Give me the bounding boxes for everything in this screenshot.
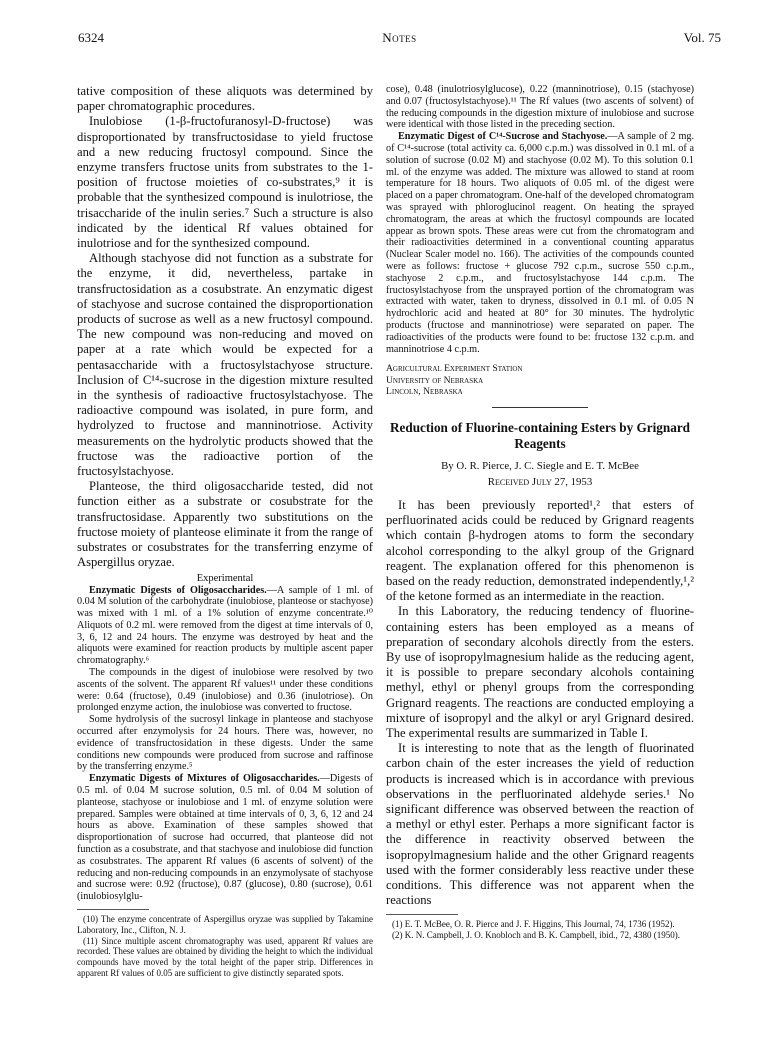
experimental-paragraph bbox=[77, 585, 373, 668]
footnotes bbox=[77, 914, 373, 979]
footnote-divider bbox=[77, 909, 149, 910]
footnote-10: (10) The enzyme concentrate of Aspergillus oryzae was supplied by Takamine Laboratory, Inc., Clifton, N. J. bbox=[77, 914, 373, 935]
affiliation-line: Agricultural Experiment Station bbox=[386, 363, 523, 375]
affiliation-line: University of Nebraska bbox=[386, 374, 484, 386]
run-in-heading: Enzymatic Digests of Oligosaccharides. bbox=[89, 584, 267, 596]
paragraph: Although stachyose did not function as a substrate for the enzyme, it did, nevertheless, partake in transfructosidation as a cosubstrate. An enzymatic digest of stachyose and sucrose contained the disproportionation products of sucrose as well as a new fructosyl compound. The new compound was non-reducing and moved on paper at a rate which would be expected for a pentasaccharide with a fructosylstachyose structure. Inclusion of C¹⁴-sucrose in the digestion mixture resulted in the synthesis of radioactive fructosylstachyose. The radioactive compound was isolated, in pure form, and hydrolyzed to fructose and manninotriose. Activity measurements on the hydrolytic products showed that the fructose was the radioactive portion of the fructosylstachyose. bbox=[77, 251, 373, 479]
experimental-paragraph: Some hydrolysis of the sucrosyl linkage in planteose and stachyose occurred after enzymolysis for 24 hours. There was, however, no evidence of transfructosidation in these digests. Under the same conditions new compounds were produced from sucrose and raffinose by the transferring enzyme.⁵ bbox=[77, 714, 373, 773]
page-number: 6324 bbox=[78, 30, 104, 45]
left-column bbox=[77, 84, 373, 979]
paragraph: Planteose, the third oligosaccharide tested, did not function either as a substrate or cosubstrate for the transfructosidase. Apparently two substitutions on the fructose moiety of planteose eliminate it from the range of substrates or cosubstrates for the transferring enzyme of Aspergillus oryzae. bbox=[77, 479, 373, 570]
paragraph-text: —A sample of 2 mg. of C¹⁴-sucrose (total activity ca. 6,000 c.p.m.) was dissolved in 0.1 ml. of a solution of sucrose (0.02 M) and stachyose (0.02 M). To this solution 0.1 ml. of the enzyme was added. The mixture was allowed to stand at room temperature for 18 hours. Two aliquots of 0.05 ml. of the digest were placed on a paper chromatogram. One-half of the developed chromatogram was sprayed with phloroglucinol reagent. On heating the sprayed chromatogram, the areas at which the fructosyl compounds are located appear as brown spots. These areas were cut from the chromatogram and their radioactivities determined in a conventional counting apparatus (Nuclear Scaler model no. 166). The activities of the compounds counted were as follows: fructose + glucose 792 c.p.m., sucrose 550 c.p.m., stachyose 2 c.p.m., and fructosylstachyose 144 c.p.m. The fructosylstachyose from the unsprayed portion of the chromatogram was extracted with water, taken to dryness, dissolved in 0.1 ml. of 0.05 N hydrochloric acid and heated at 80° for 30 minutes. The hydrolytic products (fructose and manninotriose) were separated on paper. The radioactivities of the products were found to be: fructose 132 c.p.m. and manninotriose 4 c.p.m. bbox=[386, 131, 695, 355]
paragraph-text: —Digests of 0.5 ml. of 0.04 M sucrose solution, 0.5 ml. of 0.04 M solution of planteose, stachyose or inulobiose and 1 ml. of enzyme solution were prepared. Samples were obtained at time intervals of 0, 3, 6, 12 and 24 hours as above. Examination of these samples showed that disproportionation of sucrose had occurred, that planteose did not function as a cosubstrate, and that stachyose and inulobiose did function as cosubstrates. The apparent Rf values (6 ascents of solvent) of the reducing and non-reducing compounds in an enzymolysate of stachyose and sucrose were: 0.92 (fructose), 0.87 (glucose), 0.80 (sucrose), 0.61 (inulobiosylglu- bbox=[77, 773, 373, 903]
footnote-11: (11) Since multiple ascent chromatography was used, apparent Rf values are recorded. These values are obtained by dividing the height to which the individual compounds have moved by the total height of the paper strip. Differences in apparent Rf values of 0.05 are sufficient to give distinctly separated spots. bbox=[77, 935, 374, 978]
footnote-2: (2) K. N. Campbell, J. O. Knobloch and B. K. Campbell, ibid., 72, 4380 (1950). bbox=[392, 930, 680, 941]
experimental-paragraph bbox=[77, 773, 373, 903]
received-date: Received July 27, 1953 bbox=[487, 475, 593, 488]
right-column bbox=[386, 84, 694, 941]
affiliation-line: Lincoln, Nebraska bbox=[386, 385, 463, 397]
experimental-paragraph: The compounds in the digest of inulobiose were resolved by two ascents of the solvent. The apparent Rf values¹¹ under these conditions were: 0.64 (fructose), 0.49 (inulobiose) and 0.36 (inulotriose). On prolonged enzyme action, the inulobiose was converted to fructose. bbox=[77, 667, 373, 714]
run-in-heading: Enzymatic Digests of Mixtures of Oligosaccharides. bbox=[89, 773, 320, 785]
article-authors: By O. R. Pierce, J. C. Siegle and E. T. McBee bbox=[441, 459, 639, 472]
volume-label: Vol. 75 bbox=[683, 30, 721, 45]
article-divider bbox=[492, 407, 588, 408]
footnote-divider bbox=[386, 914, 458, 915]
paragraph: tative composition of these aliquots was determined by paper chromatographic procedures. bbox=[77, 84, 373, 114]
experimental-heading: Experimental bbox=[196, 572, 254, 584]
experimental-paragraph bbox=[386, 131, 694, 355]
footnote-1: (1) E. T. McBee, O. R. Pierce and J. F. Higgins, This Journal, 74, 1736 (1952). bbox=[392, 919, 675, 930]
paragraph-text: —A sample of 1 ml. of 0.04 M solution of the carbohydrate (inulobiose, planteose or stachyose) was mixed with 1 ml. of a 1% solution of enzyme concentrate.¹⁰ Aliquots of 0.2 ml. were removed from the digest at time intervals of 0, 3, 6, 12 and 24 hours. The enzyme was destroyed by heat and the aliquots were examined for reaction products by multiple ascent paper chromatography.⁶ bbox=[77, 584, 373, 667]
paragraph: In this Laboratory, the reducing tendency of fluorine-containing esters has been employed as a means of preparation of secondary alcohols directly from the esters. By use of isopropylmagnesium halide as the reducing agent, it is possible to prepare secondary alcohols containing methyl, ethyl or phenyl groups from the corresponding Grignard reagents. The reactions are conducted employing a mixture of isopropyl and the alkyl or aryl Grignard desired. The experimental results are summarized in Table I. bbox=[386, 604, 694, 740]
run-in-heading: Enzymatic Digest of C¹⁴-Sucrose and Stachyose. bbox=[398, 131, 608, 143]
section-title: Notes bbox=[382, 30, 417, 45]
page-header bbox=[78, 30, 721, 48]
paragraph: It is interesting to note that as the length of fluorinated carbon chain of the ester increases the yield of reduction products is increased which is in accordance with previous observations in the perfluorinated aldehyde series.¹ No significant difference was observed between the reaction of a methyl or ethyl ester. Perhaps a more significant factor is the difference in reactivity observed between the isopropylmagnesium halide and the other Grignard reagents used with the former considerably less reactive under these conditions. This difference was not apparent when the reactions bbox=[386, 741, 694, 908]
footnotes bbox=[386, 919, 694, 941]
affiliation bbox=[386, 363, 694, 397]
paragraph: It has been previously reported¹,² that esters of perfluorinated acids could be reduced by Grignard reagents which contain β-hydrogen atoms to form the secondary alcohol corresponding to the alkyl group of the Grignard reagent. The explanation offered for this phenomenon is based on the ready reduction, demonstrated independently,¹,² of the ketone formed as an intermediate in the reaction. bbox=[386, 497, 694, 604]
paragraph: cose), 0.48 (inulotriosylglucose), 0.22 (manninotriose), 0.15 (stachyose) and 0.07 (fructosylstachyose).¹¹ The Rf values (two ascents of solvent) of the reducing compounds in the digestion mixture of inulobiose and sucrose were identical with those listed in the preceding section. bbox=[386, 84, 694, 131]
article-title: Reduction of Fluorine-containing Esters by Grignard Reagents bbox=[389, 419, 691, 451]
paragraph: Inulobiose (1-β-fructofuranosyl-D-fructose) was disproportionated by transfructosidase to yield fructose and a new reducing fructosyl compound. Since the enzyme transfers fructose units from substrates to the 1-position of fructose moieties of co-substrates,⁹ it is probable that the synthesized compound is inulotriose, the trisaccharide of the inulin series.⁷ Such a structure is also indicated by the identical Rf values obtained for inulotriose and for the synthesized compound. bbox=[77, 114, 373, 251]
